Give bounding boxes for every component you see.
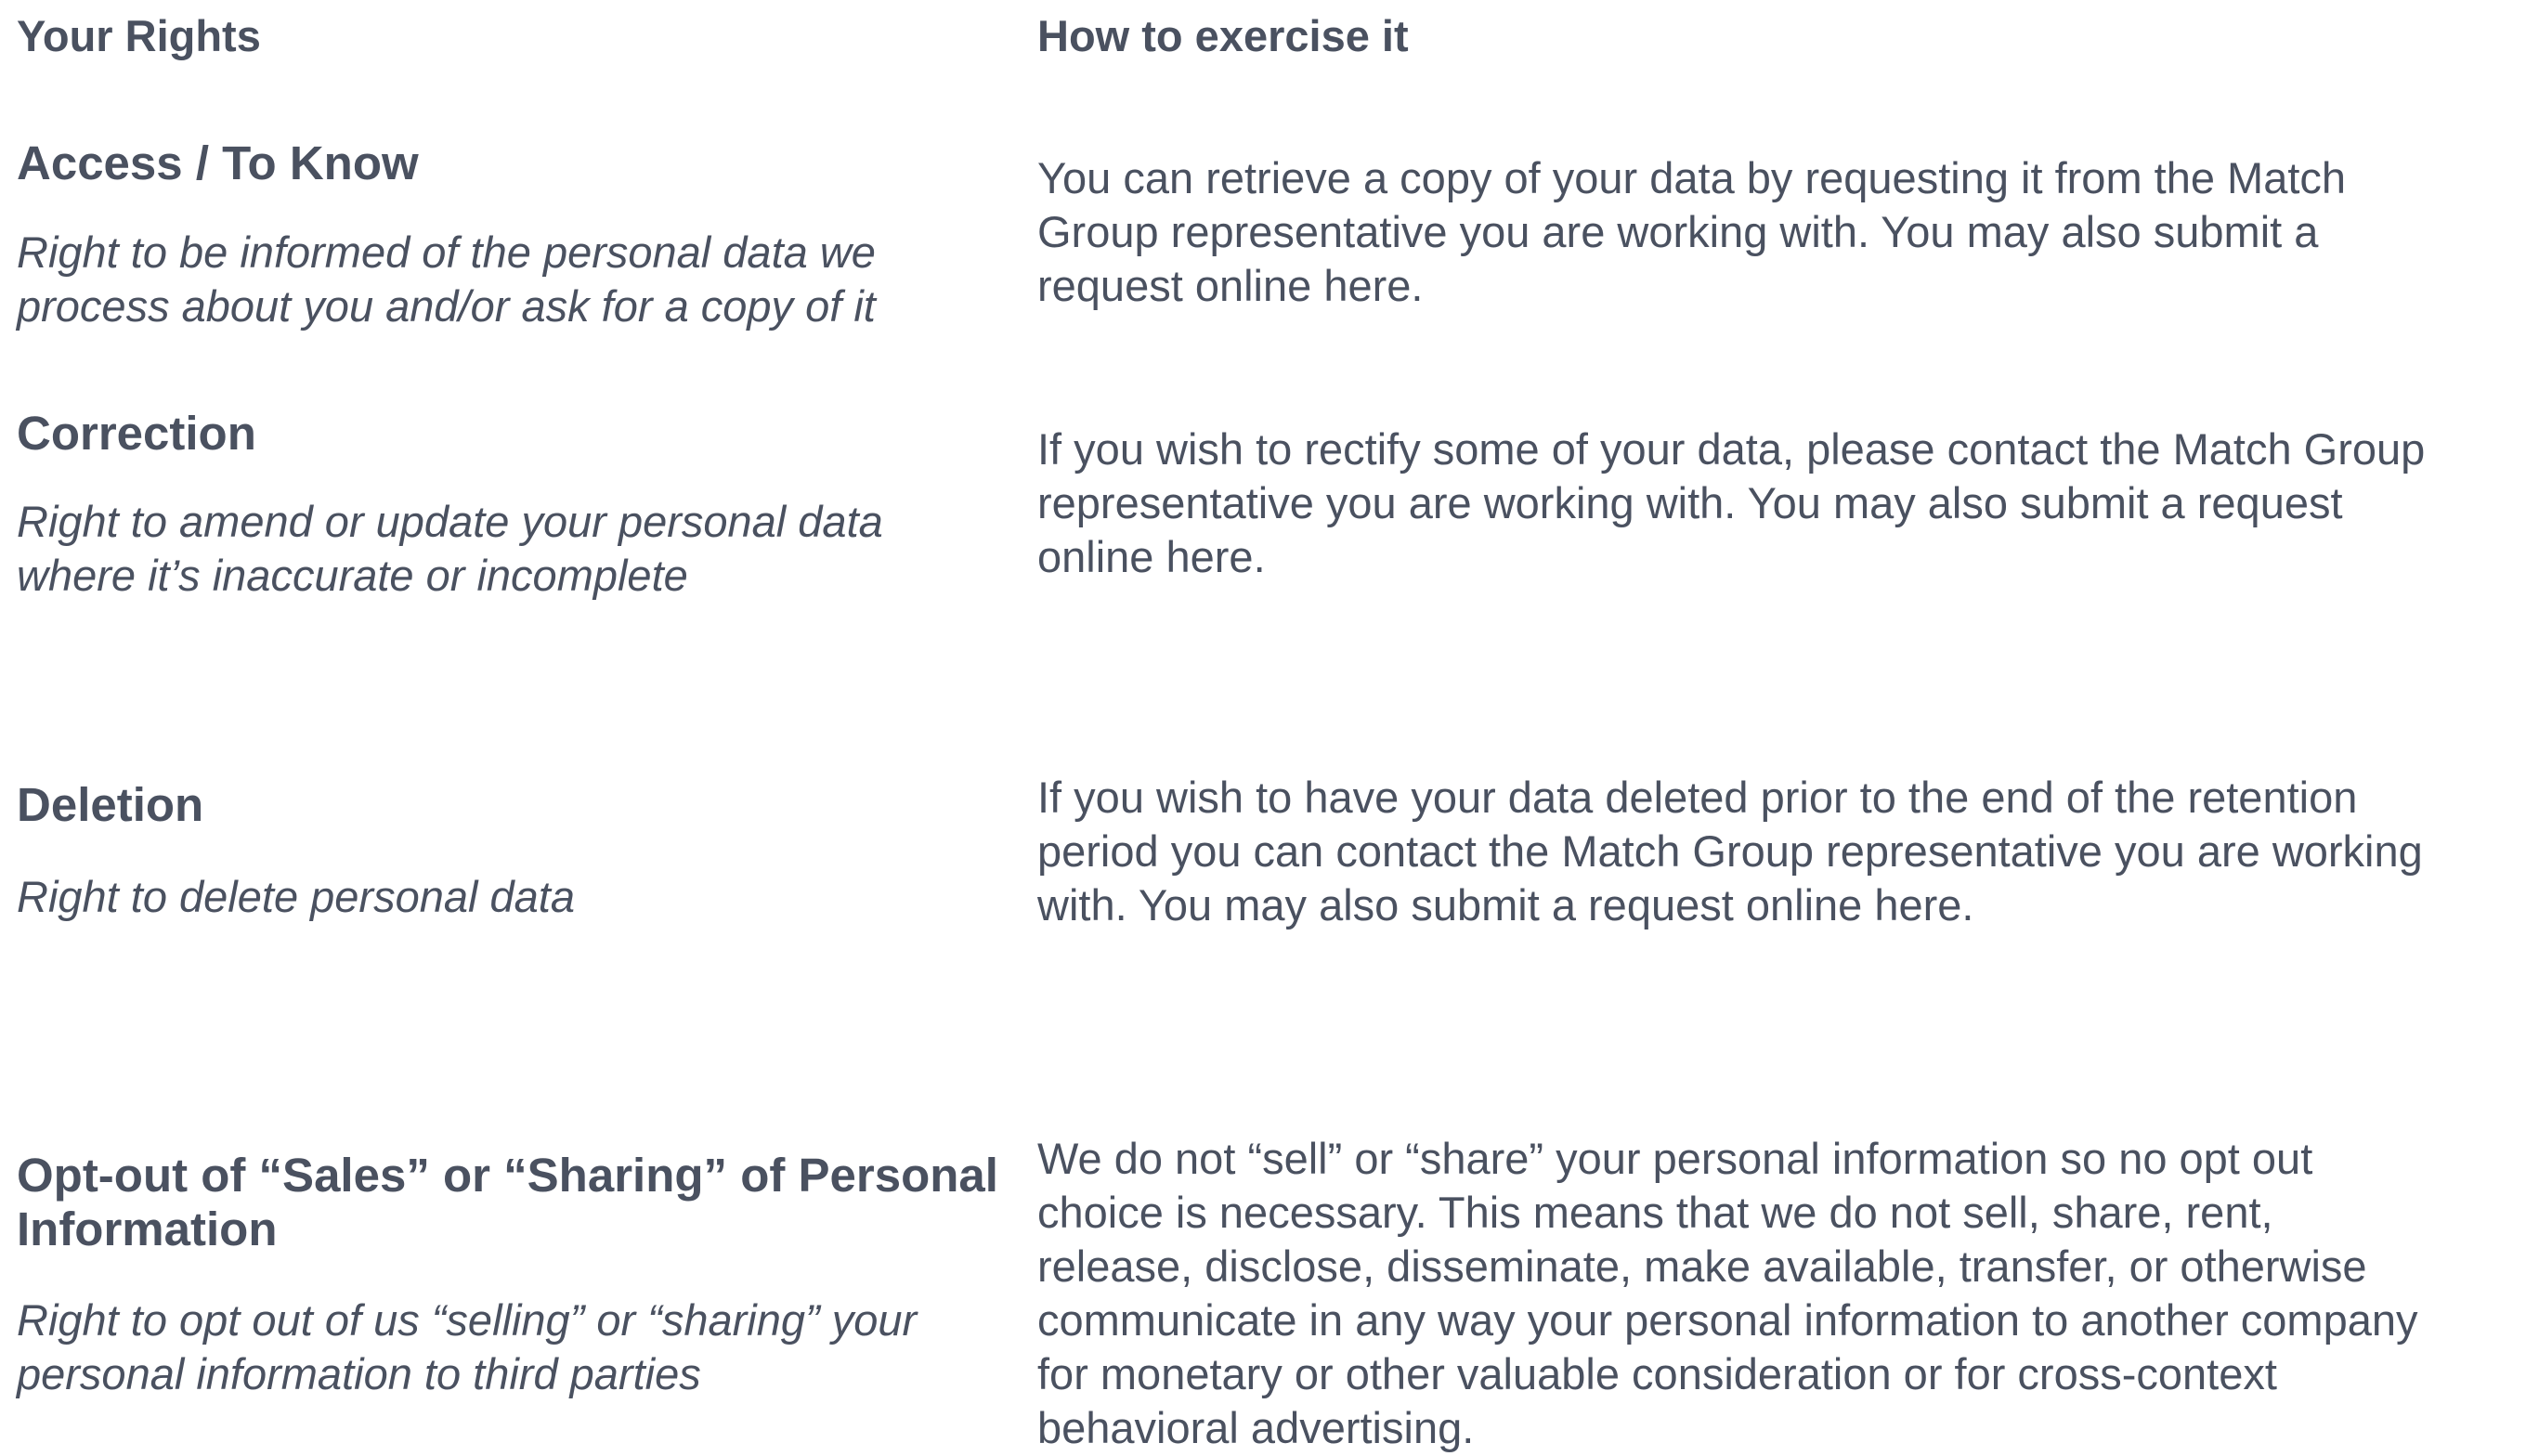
right-description-line: where it’s inaccurate or incomplete: [17, 551, 688, 600]
right-title-line: Access / To Know: [17, 136, 419, 189]
how-line: If you wish to rectify some of your data, please contact the Match Group: [1037, 424, 2426, 474]
how-line: If you wish to have your data deleted prior to the end of the retention: [1037, 773, 2358, 822]
right-description-line: Right to opt out of us “selling” or “sharing” your: [17, 1295, 918, 1345]
right-title-line: Correction: [17, 407, 256, 460]
right-title-line: Deletion: [17, 778, 204, 831]
how-line: for monetary or other valuable consideration or for cross-context: [1037, 1349, 2277, 1398]
how-line: online here.: [1037, 532, 1266, 581]
right-description-deletion: [17, 870, 1020, 924]
how-line: Group representative you are working with. You may also submit a: [1037, 207, 2319, 256]
right-description-line: personal information to third parties: [17, 1349, 701, 1398]
column-header-how-to-exercise: How to exercise it: [1037, 11, 1409, 60]
right-title-line: Information: [17, 1202, 278, 1255]
right-title-line: Opt-out of “Sales” or “Sharing” of Personal: [17, 1149, 998, 1202]
right-description-line: Right to be informed of the personal data we: [17, 228, 876, 277]
right-description-line: Right to delete personal data: [17, 872, 575, 921]
how-to-exercise-deletion: [1037, 771, 2523, 932]
how-line: representative you are working with. You may also submit a request: [1037, 478, 2343, 527]
how-line: with. You may also submit a request online here.: [1037, 880, 1974, 930]
right-description-line: Right to amend or update your personal data: [17, 497, 883, 546]
how-to-exercise-access: [1037, 151, 2523, 313]
how-to-exercise-correction: [1037, 422, 2523, 584]
right-title-access: [17, 136, 419, 190]
how-line: request online here.: [1037, 261, 1424, 310]
how-line: communicate in any way your personal information to another company: [1037, 1295, 2418, 1345]
right-description-opt-out: [17, 1294, 1020, 1401]
how-line: choice is necessary. This means that we do not sell, share, rent,: [1037, 1188, 2273, 1237]
column-header-your-rights: Your Rights: [17, 11, 261, 60]
how-line: period you can contact the Match Group representative you are working: [1037, 826, 2423, 876]
how-to-exercise-opt-out: [1037, 1132, 2523, 1455]
how-line: release, disclose, disseminate, make available, transfer, or otherwise: [1037, 1242, 2367, 1291]
right-title-correction: [17, 407, 256, 461]
right-description-line: process about you and/or ask for a copy of it: [17, 281, 876, 331]
how-line: You can retrieve a copy of your data by requesting it from the Match: [1037, 153, 2347, 202]
right-title-opt-out: [17, 1149, 998, 1256]
right-description-access: [17, 226, 1020, 333]
how-line: We do not “sell” or “share” your personal information so no opt out: [1037, 1134, 2313, 1183]
right-title-deletion: [17, 778, 203, 832]
how-line: behavioral advertising.: [1037, 1403, 1475, 1452]
right-description-correction: [17, 495, 1020, 603]
